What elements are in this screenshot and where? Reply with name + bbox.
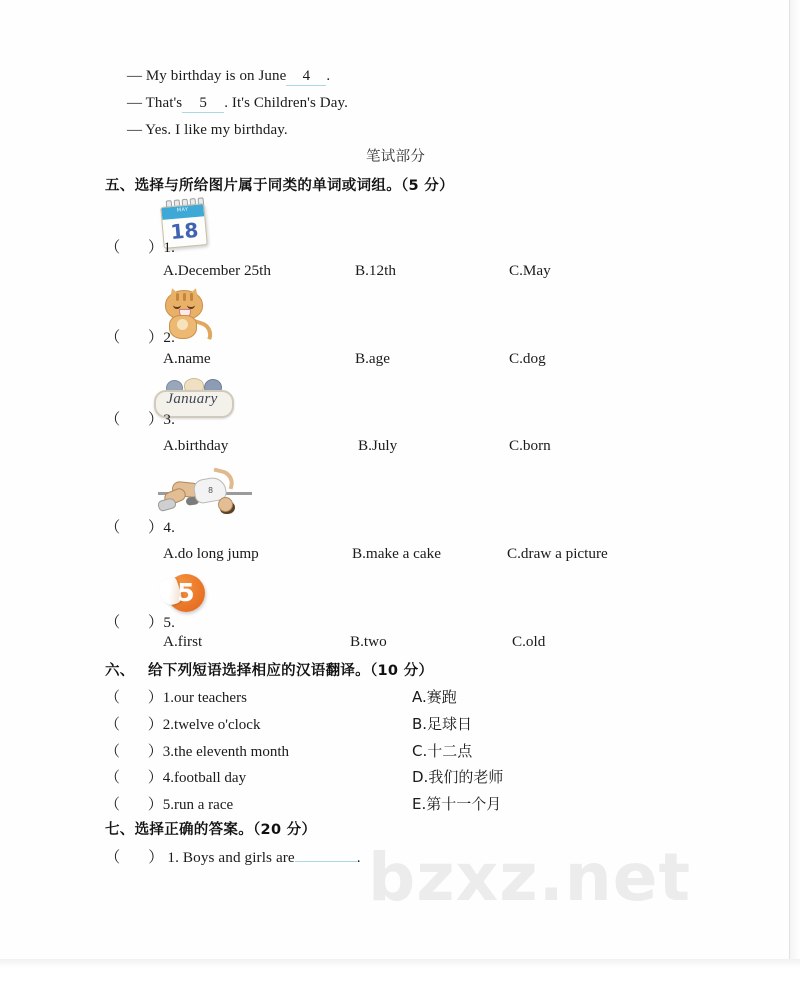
match-answer-c[interactable]: C.十二点 <box>412 742 473 760</box>
section-five-title: 选择与所给图片属于同类的单词或词组。（5 分） <box>134 178 454 194</box>
dialogue-line-1 <box>127 68 330 86</box>
section-five-heading <box>105 174 454 195</box>
high-jump-icon <box>158 466 252 522</box>
item-text: our teachers <box>174 690 247 706</box>
match-row-2[interactable] <box>105 713 260 734</box>
answer-bracket-5-4[interactable] <box>105 516 175 537</box>
question-number: ）3. <box>147 411 176 428</box>
match-answer-a[interactable]: A.赛跑 <box>412 688 457 706</box>
bracket-open: （ <box>105 239 121 256</box>
bracket-open: （ <box>105 744 121 760</box>
question-number: ） 1. <box>148 849 179 866</box>
section-six-heading <box>105 659 433 680</box>
option-5-3-a[interactable]: A.birthday <box>163 437 229 454</box>
match-row-4[interactable] <box>105 766 246 787</box>
dialogue-dash: — <box>127 68 142 84</box>
jumper-head <box>218 497 233 512</box>
option-5-5-c[interactable]: C.old <box>512 633 546 650</box>
cat-ear-left <box>165 286 182 302</box>
question-number: ）2. <box>147 329 176 346</box>
section-six-number: 六、 <box>105 663 135 679</box>
bracket-open: （ <box>105 770 121 786</box>
answer-bracket-5-5[interactable] <box>105 611 175 632</box>
answer-bracket-5-3[interactable] <box>105 408 175 429</box>
bracket-open: （ <box>105 690 121 706</box>
site-watermark: bzxz.net <box>368 839 692 916</box>
section-seven-question-1 <box>105 846 361 867</box>
answer-bracket-5-2[interactable] <box>105 326 175 347</box>
dialogue-text-after: . <box>326 68 331 84</box>
question-number: ）5. <box>147 614 176 631</box>
item-number: ）2. <box>147 717 175 733</box>
option-5-4-a[interactable]: A.do long jump <box>163 545 259 562</box>
item-text: the eleventh month <box>174 744 289 760</box>
bracket-open: （ <box>105 519 121 536</box>
match-answer-e[interactable]: E.第十一个月 <box>412 795 502 813</box>
option-5-4-b[interactable]: B.make a cake <box>352 545 441 562</box>
item-number: ）1. <box>147 690 175 706</box>
dialogue-dash: — <box>127 122 142 138</box>
dialogue-blank-1[interactable]: 4 <box>286 69 326 86</box>
section-five-number: 五、 <box>105 178 135 194</box>
badge-number: 5 <box>177 578 195 607</box>
bracket-open: （ <box>105 411 121 428</box>
answer-blank-7-1[interactable] <box>295 861 357 862</box>
option-5-4-c[interactable]: C.draw a picture <box>507 545 608 562</box>
bracket-open: （ <box>105 849 121 866</box>
item-text: football day <box>174 770 247 786</box>
item-text: run a race <box>174 797 234 813</box>
january-label: January <box>166 391 218 407</box>
calendar-month-label: MAY <box>176 206 189 214</box>
match-row-1[interactable] <box>105 686 247 707</box>
option-5-5-b[interactable]: B.two <box>350 633 387 650</box>
match-answer-b[interactable]: B.足球日 <box>412 715 473 733</box>
option-5-1-c[interactable]: C.May <box>509 262 551 279</box>
section-six-title: 给下列短语选择相应的汉语翻译。（10 分） <box>147 663 434 679</box>
item-text: twelve o'clock <box>174 717 261 733</box>
option-5-2-c[interactable]: C.dog <box>509 350 546 367</box>
cat-belly <box>177 319 188 330</box>
option-5-2-a[interactable]: A.name <box>163 350 211 367</box>
section-seven-title: 选择正确的答案。（20 分） <box>134 822 317 838</box>
item-number: ）3. <box>147 744 175 760</box>
answer-bracket-5-1[interactable] <box>105 236 175 257</box>
jumper-shoe-left <box>157 497 177 513</box>
dialogue-text: Yes. I like my birthday. <box>145 122 288 138</box>
option-5-1-b[interactable]: B.12th <box>355 262 396 279</box>
jumper-bib-number: 8 <box>208 486 214 495</box>
option-5-1-a[interactable]: A.December 25th <box>163 262 271 279</box>
option-5-5-a[interactable]: A.first <box>163 633 203 650</box>
dialogue-line-2 <box>127 95 348 113</box>
dialogue-text: My birthday is on June <box>145 68 287 84</box>
match-row-3[interactable] <box>105 740 289 761</box>
bracket-open: （ <box>105 717 121 733</box>
item-number: ）4. <box>147 770 175 786</box>
written-part-heading: 笔试部分 <box>366 149 426 165</box>
bracket-open: （ <box>105 614 121 631</box>
question-number: ）4. <box>147 519 176 536</box>
question-text: Boys and girls are <box>182 849 295 866</box>
match-answer-d[interactable]: D.我们的老师 <box>412 768 504 786</box>
page-edge-right <box>790 0 800 966</box>
dialogue-blank-2[interactable]: 5 <box>182 96 224 113</box>
section-seven-heading <box>105 818 316 839</box>
dialogue-dash: — <box>127 95 142 111</box>
dialogue-text-after: . It's Children's Day. <box>224 95 348 111</box>
bracket-open: （ <box>105 797 121 813</box>
question-number: ）1. <box>147 239 176 256</box>
option-5-2-b[interactable]: B.age <box>355 350 391 367</box>
question-text-after: . <box>356 849 361 866</box>
section-seven-number: 七、 <box>105 822 135 838</box>
dialogue-line-3 <box>127 122 288 139</box>
item-number: ）5. <box>147 797 175 813</box>
option-5-3-b[interactable]: B.July <box>358 437 398 454</box>
cat-ear-right <box>185 286 202 302</box>
option-5-3-c[interactable]: C.born <box>509 437 551 454</box>
match-row-5[interactable] <box>105 793 233 814</box>
dialogue-text: That's <box>145 95 183 111</box>
calendar-day-number: 18 <box>169 217 200 245</box>
bracket-open: （ <box>105 329 121 346</box>
